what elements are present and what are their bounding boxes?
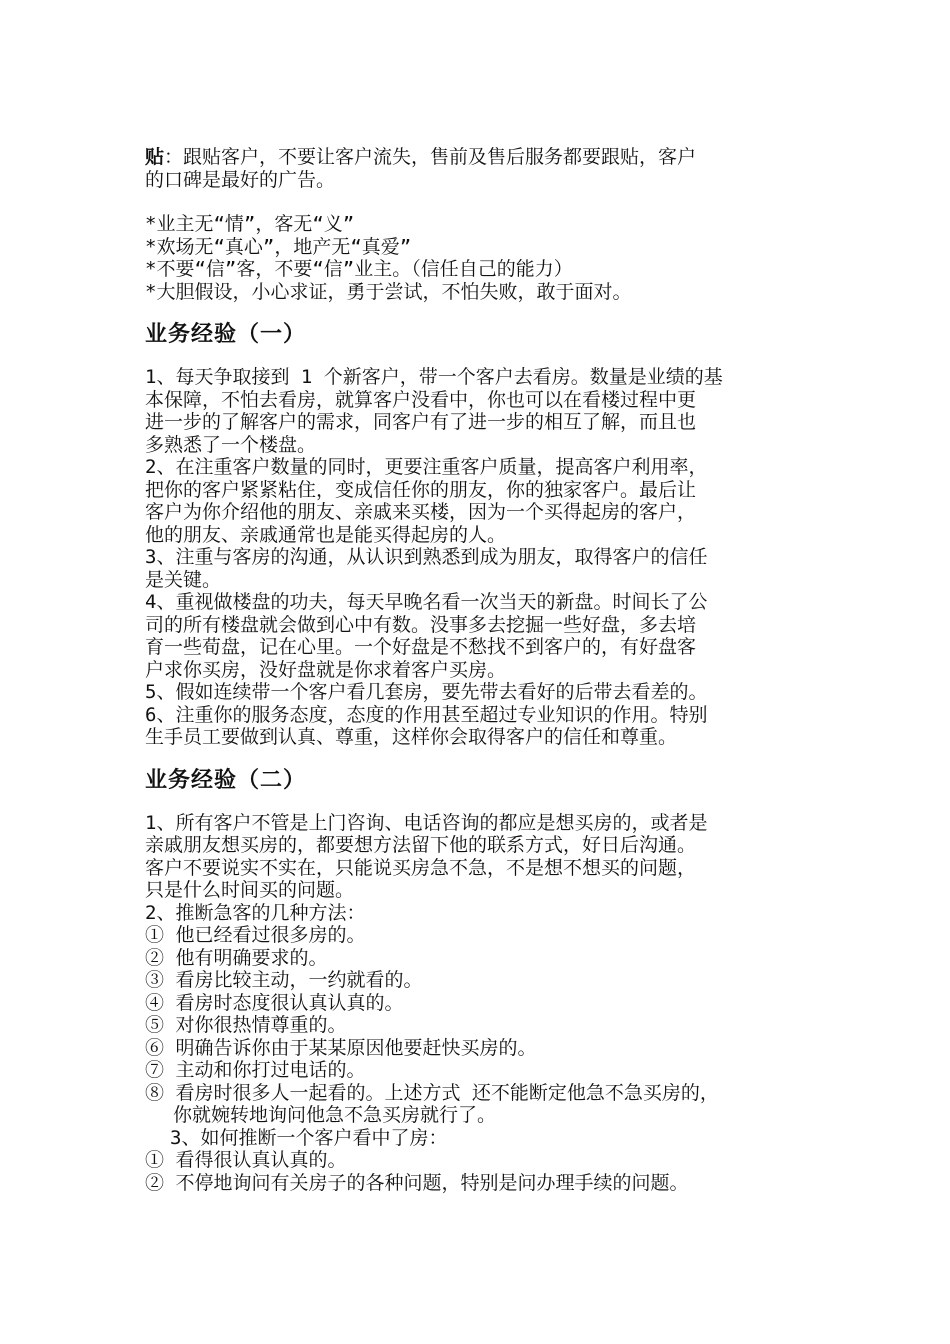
- urgent-sign-continuation: 你就婉转地询问他急不急买房就行了。: [173, 1104, 497, 1126]
- interest-sign-item: ② 不停地询问有关房子的各种问题，特别是问办理手续的问题。: [145, 1171, 689, 1194]
- body-line: 是关键。: [145, 568, 222, 591]
- body-line: 他的朋友、亲戚通常也是能买得起房的人。: [145, 523, 507, 546]
- motto-item: *不要“信”客，不要“信”业主。（信任自己的能力）: [145, 258, 573, 280]
- section-1-body: [145, 366, 817, 749]
- tie-text: ：跟贴客户，不要让客户流失，售前及售后服务都要跟贴，客户: [164, 146, 697, 168]
- body-line: 2、在注重客户数量的同时，更要注重客户质量，提高客户利用率，: [145, 456, 708, 478]
- motto-item: *业主无“情”，客无“义”: [145, 213, 355, 235]
- spacer: [145, 303, 817, 321]
- tie-paragraph: [145, 146, 817, 191]
- body-line: 5、假如连续带一个客户看几套房，要先带去看好的后带去看差的。: [145, 681, 708, 703]
- interest-sign-item: ① 看得很认真认真的。: [145, 1149, 347, 1171]
- urgent-sign-item: ④ 看房时态度很认真认真的。: [145, 991, 404, 1014]
- body-line: 育一些荀盘，记在心里。一个好盘是不愁找不到客户的，有好盘客: [145, 636, 697, 658]
- spacer: [145, 349, 817, 366]
- motto-item: *大胆假设，小心求证，勇于尝试，不怕失败，敢于面对。: [145, 280, 632, 303]
- urgent-sign-item: ② 他有明确要求的。: [145, 946, 328, 969]
- body-line: 客户为你介绍他的朋友、亲戚来买楼，因为一个买得起房的客户，: [145, 501, 697, 523]
- spacer: [145, 191, 817, 213]
- body-line: 生手员工要做到认真、尊重，这样你会取得客户的信任和尊重。: [145, 726, 678, 748]
- body-line: 1、所有客户不管是上门咨询、电话咨询的都应是想买房的，或者是: [145, 811, 708, 834]
- body-line: 本保障，不怕去看房，就算客户没看中，你也可以在看楼过程中更: [145, 388, 697, 411]
- body-line: 客户不要说实不实在，只能说买房急不急，不是想不想买的问题，: [145, 856, 697, 879]
- body-line: 司的所有楼盘就会做到心中有数。没事多去挖掘一些好盘，多去培: [145, 613, 697, 636]
- spacer: [145, 795, 817, 812]
- body-line: 2、推断急客的几种方法：: [145, 901, 366, 924]
- body-line: 多熟悉了一个楼盘。: [145, 433, 317, 456]
- urgent-sign-item: ⑥ 明确告诉你由于某某原因他要赶快买房的。: [145, 1036, 537, 1059]
- urgent-sign-item: ⑤ 对你很热情尊重的。: [145, 1014, 347, 1036]
- body-line: 只是什么时间买的问题。: [145, 879, 355, 901]
- tie-line-2: 的口碑是最好的广告。: [145, 168, 336, 191]
- body-line: 6、注重你的服务态度，态度的作用甚至超过专业知识的作用。特别: [145, 703, 708, 726]
- urgent-sign-item: ⑦ 主动和你打过电话的。: [145, 1059, 366, 1081]
- spacer: [145, 749, 817, 767]
- document-page: [145, 146, 817, 1194]
- body-line: 把你的客户紧紧粘住，变成信任你的朋友，你的独家客户。最后让: [145, 478, 697, 501]
- body-line: 进一步的了解客户的需求，同客户有了进一步的相互了解，而且也: [145, 411, 697, 433]
- motto-item: *欢场无“真心”，地产无“真爱”: [145, 235, 412, 258]
- urgent-sign-item: ③ 看房比较主动，一约就看的。: [145, 969, 423, 991]
- tie-line-1: [145, 146, 817, 169]
- body-line: 4、重视做楼盘的功夫，每天早晚名看一次当天的新盘。时间长了公: [145, 591, 708, 613]
- motto-list: [145, 213, 817, 303]
- body-line: 1、每天争取接到 1 个新客户，带一个客户去看房。数量是业绩的基: [145, 366, 723, 388]
- urgent-sign-item: ① 他已经看过很多房的。: [145, 924, 366, 946]
- body-line: 亲戚朋友想买房的，都要想方法留下他的联系方式，好日后沟通。: [145, 834, 697, 856]
- section-2-body: [145, 812, 817, 1195]
- section-2-title: 业务经验（二）: [145, 767, 307, 793]
- urgent-sign-item: ⑧ 看房时很多人一起看的。上述方式 还不能断定他急不急买房的，: [145, 1081, 719, 1104]
- section-1-title: 业务经验（一）: [145, 322, 307, 347]
- body-line: 3、注重与客房的沟通，从认识到熟悉到成为朋友，取得客户的信任: [145, 546, 708, 568]
- question-3-title: 3、如何推断一个客户看中了房：: [170, 1126, 448, 1149]
- body-line: 户求你买房，没好盘就是你求着客户买房。: [145, 658, 507, 681]
- tie-label: 贴: [145, 146, 165, 168]
